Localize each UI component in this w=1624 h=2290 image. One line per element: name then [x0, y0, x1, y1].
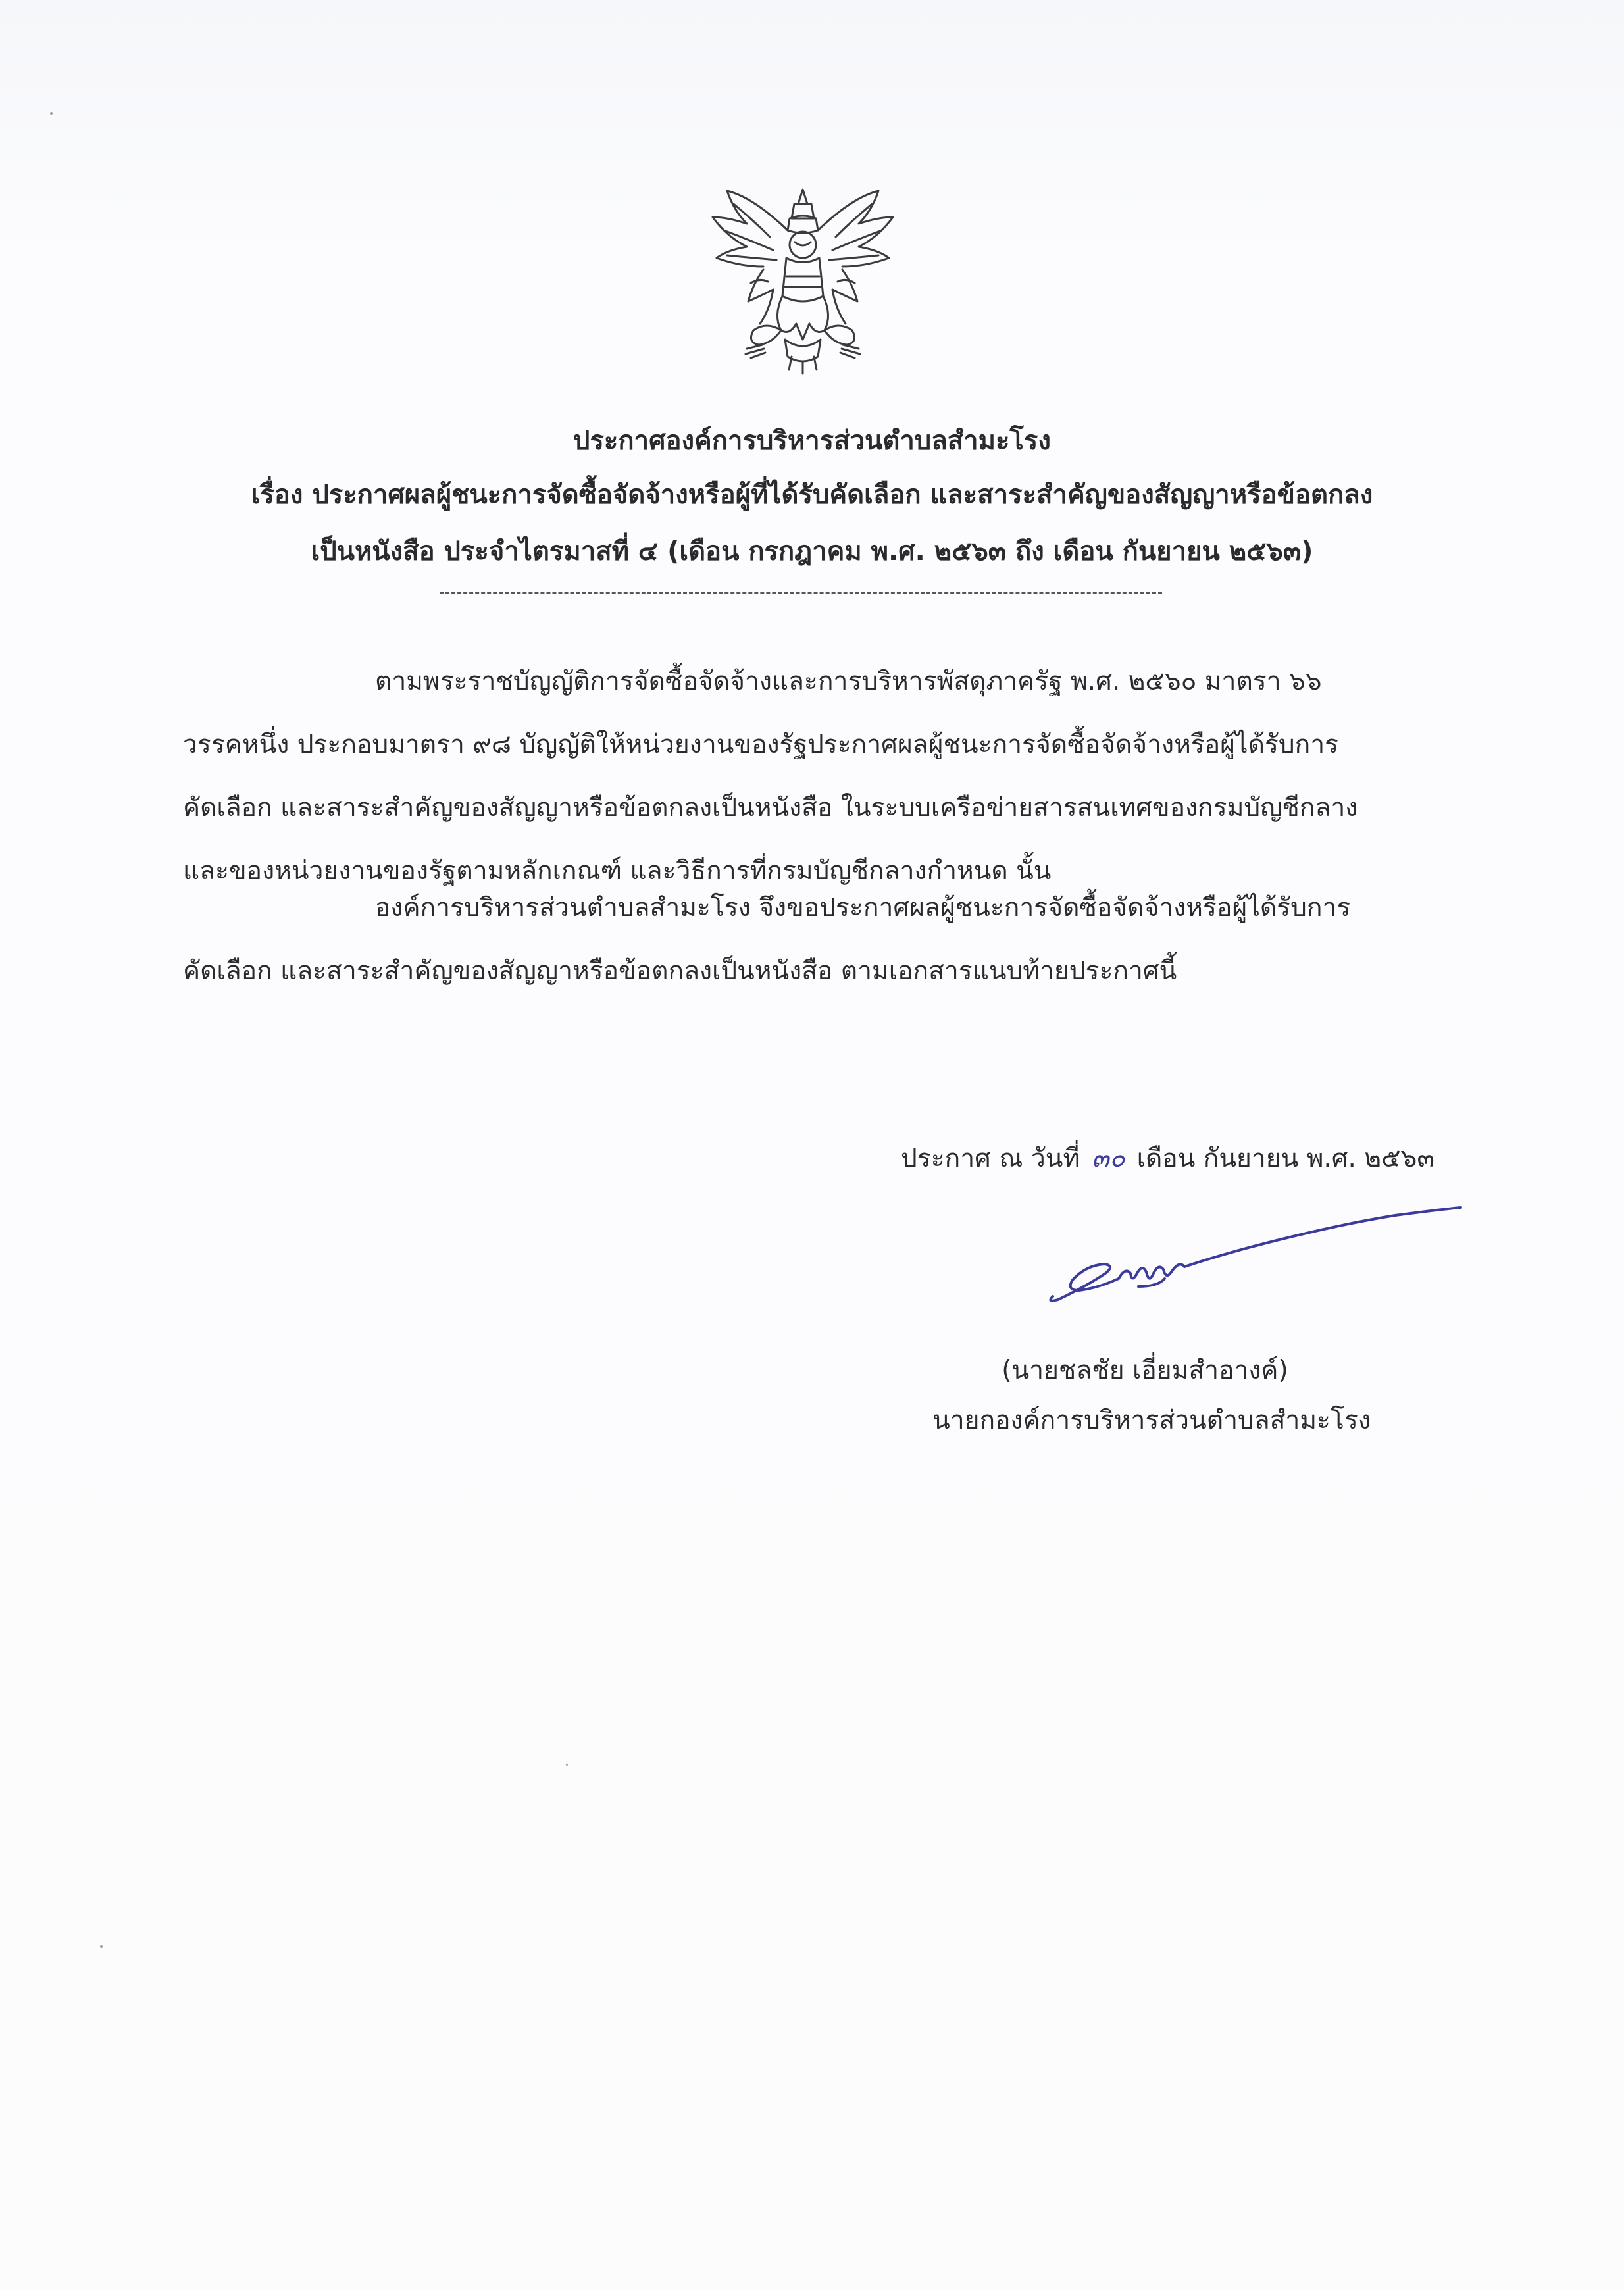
- body-paragraph-1-line: วรรคหนึ่ง ประกอบมาตรา ๙๘ บัญญัติให้หน่วยงานของรัฐประกาศผลผู้ชนะการจัดซื้อจัดจ้างหรือผู้ได้รับการ: [183, 730, 1339, 759]
- paper-speck: [100, 1945, 103, 1948]
- signer-name: (นายชลชัย เอี่ยมสำอางค์): [1002, 1356, 1288, 1385]
- announcement-title: ประกาศองค์การบริหารส่วนตำบลสำมะโรง: [573, 426, 1051, 456]
- body-paragraph-2-line: คัดเลือก และสาระสำคัญของสัญญาหรือข้อตกลงเป็นหนังสือ ตามเอกสารแนบท้ายประกาศนี้: [183, 956, 1177, 986]
- announcement-subject: เรื่อง ประกาศผลผู้ชนะการจัดซื้อจัดจ้างหรือผู้ที่ได้รับคัดเลือก และสาระสำคัญของสัญญาหรือข้อตกลง: [251, 480, 1373, 510]
- signature-icon: [1027, 1188, 1474, 1319]
- body-paragraph-1-line: และของหน่วยงานของรัฐตามหลักเกณฑ์ และวิธีการที่กรมบัญชีกลางกำหนด นั้น: [183, 856, 1052, 886]
- date-day-handwritten: ๓๐: [1092, 1144, 1125, 1173]
- body-paragraph-1-line: ตามพระราชบัญญัติการจัดซื้อจัดจ้างและการบริหารพัสดุภาครัฐ พ.ศ. ๒๕๖๐ มาตรา ๖๖: [375, 667, 1322, 696]
- date-suffix: เดือน กันยายน พ.ศ. ๒๕๖๓: [1136, 1144, 1434, 1173]
- paper-speck: [50, 112, 53, 114]
- garuda-emblem-icon: [707, 184, 898, 375]
- body-paragraph-1-line: คัดเลือก และสาระสำคัญของสัญญาหรือข้อตกลงเป็นหนังสือ ในระบบเครือข่ายสารสนเทศของกรมบัญชีกลาง: [183, 793, 1358, 823]
- date-prefix: ประกาศ ณ วันที่: [900, 1144, 1080, 1173]
- body-paragraph-1: [183, 650, 1420, 903]
- announcement-date: [829, 1135, 1434, 1183]
- signer-position: นายกองค์การบริหารส่วนตำบลสำมะโรง: [932, 1406, 1371, 1435]
- body-paragraph-2: [183, 877, 1420, 1003]
- body-paragraph-2-line: องค์การบริหารส่วนตำบลสำมะโรง จึงขอประกาศผลผู้ชนะการจัดซื้อจัดจ้างหรือผู้ได้รับการ: [375, 893, 1351, 923]
- announcement-period: เป็นหนังสือ ประจำไตรมาสที่ ๔ (เดือน กรกฎาคม พ.ศ. ๒๕๖๓ ถึง เดือน กันยายน ๒๕๖๓): [311, 536, 1313, 567]
- paper-speck: [566, 1764, 568, 1766]
- separator-line: [440, 592, 1162, 594]
